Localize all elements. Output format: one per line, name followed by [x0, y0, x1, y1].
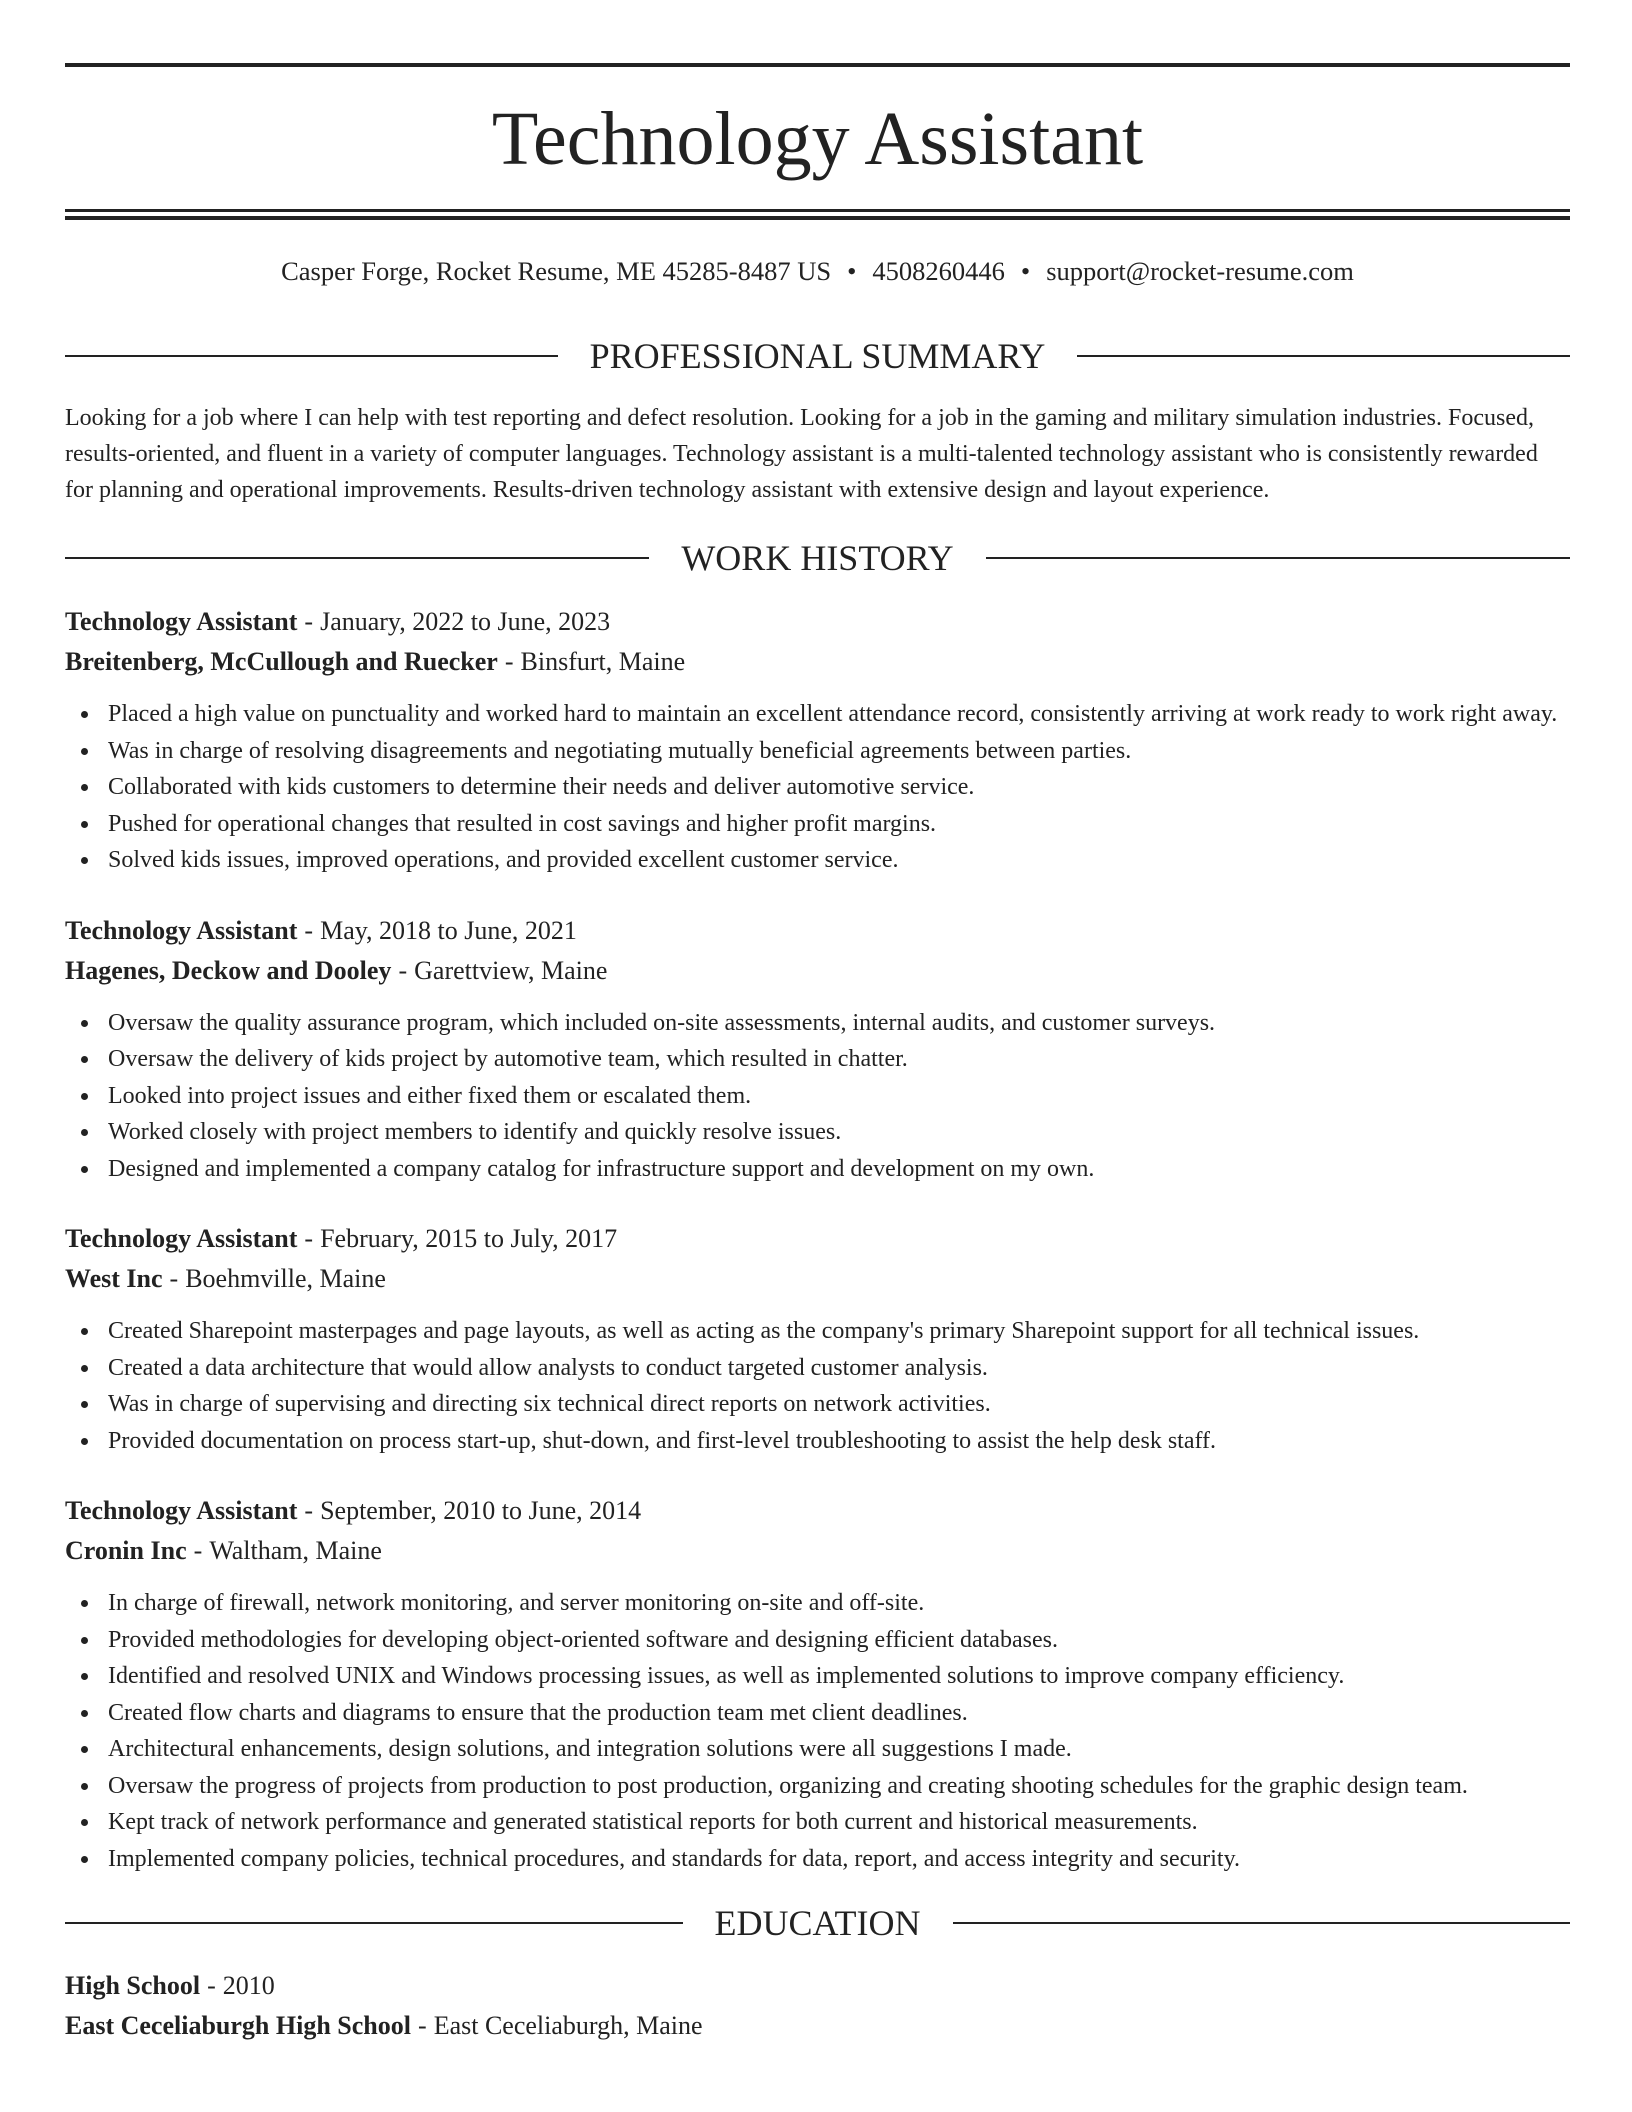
job-duty: Looked into project issues and either fixed them or escalated them.	[108, 1078, 1570, 1115]
contact-email: support@rocket-resume.com	[1046, 256, 1354, 286]
heading-rule-left	[65, 1922, 683, 1924]
job-duty: Created flow charts and diagrams to ensure that the production team met client deadlines.	[108, 1695, 1570, 1732]
job-duty: Created a data architecture that would allow analysts to conduct targeted customer analysis.	[108, 1350, 1570, 1387]
job-duty: Was in charge of resolving disagreements and negotiating mutually beneficial agreements between parties.	[108, 733, 1570, 770]
heading-rule-left	[65, 557, 649, 559]
dash-separator: -	[304, 1496, 314, 1525]
job-company-line	[65, 1531, 1570, 1571]
education-year: 2010	[222, 1971, 275, 2000]
job-duty: Identified and resolved UNIX and Windows processing issues, as well as implemented solutions to improve company efficiency.	[108, 1658, 1570, 1695]
job-duty: Oversaw the progress of projects from production to post production, organizing and creating shooting schedules for the graphic design team.	[108, 1768, 1570, 1805]
dash-separator: -	[304, 915, 314, 945]
job-duties-list	[65, 696, 1570, 879]
job-duty: Provided methodologies for developing object-oriented software and designing efficient databases.	[108, 1622, 1570, 1659]
education-heading-row	[65, 1899, 1570, 1947]
job-title: Technology Assistant	[65, 607, 298, 636]
education-credential-line	[65, 1966, 1570, 2006]
job-location: Waltham, Maine	[209, 1536, 382, 1565]
job-company: West Inc	[65, 1264, 163, 1293]
job-location: Boehmville, Maine	[185, 1264, 386, 1293]
work-heading-row	[65, 534, 1570, 582]
work-heading: WORK HISTORY	[681, 538, 954, 578]
education-heading: EDUCATION	[714, 1903, 921, 1943]
job-dates: September, 2010 to June, 2014	[320, 1496, 642, 1525]
job-duties-list	[65, 1585, 1570, 1877]
job-duty: Oversaw the quality assurance program, which included on-site assessments, internal audits, and customer surveys.	[108, 1005, 1570, 1042]
dash-separator: -	[304, 607, 314, 636]
contact-address: Casper Forge, Rocket Resume, ME 45285-8487 US	[281, 256, 832, 286]
job-title: Technology Assistant	[65, 915, 298, 945]
dash-separator: -	[304, 1224, 314, 1253]
job-company: Breitenberg, McCullough and Ruecker	[65, 647, 498, 676]
job-duty: Created Sharepoint masterpages and page layouts, as well as acting as the company's primary Sharepoint support for all technical issues.	[108, 1313, 1570, 1350]
job-duty: Oversaw the delivery of kids project by automotive team, which resulted in chatter.	[108, 1041, 1570, 1078]
education-school-line	[65, 2006, 1570, 2046]
education-entry	[65, 1966, 1570, 2046]
title-double-rule	[65, 209, 1570, 220]
job-duty: Pushed for operational changes that resulted in cost savings and higher profit margins.	[108, 806, 1570, 843]
job-title: Technology Assistant	[65, 1224, 298, 1253]
job-company: Hagenes, Deckow and Dooley	[65, 955, 392, 985]
job-title-line	[65, 911, 1570, 951]
job-duty: Was in charge of supervising and directing six technical direct reports on network activities.	[108, 1386, 1570, 1423]
job-company: Cronin Inc	[65, 1536, 187, 1565]
summary-heading-row	[65, 332, 1570, 380]
dash-separator: -	[169, 1264, 179, 1293]
job-duty: In charge of firewall, network monitoring, and server monitoring on-site and off-site.	[108, 1585, 1570, 1622]
summary-heading: PROFESSIONAL SUMMARY	[589, 336, 1046, 376]
job-company-line	[65, 1259, 1570, 1299]
job-duty: Kept track of network performance and generated statistical reports for both current and historical measurements.	[108, 1804, 1570, 1841]
job-title: Technology Assistant	[65, 1496, 298, 1525]
education-school: East Ceceliaburgh High School	[65, 2011, 411, 2040]
heading-rule-left	[65, 355, 558, 357]
job-duty: Designed and implemented a company catalog for infrastructure support and development on my own.	[108, 1151, 1570, 1188]
job-duty: Implemented company policies, technical procedures, and standards for data, report, and access integrity and security.	[108, 1841, 1570, 1878]
job-duty: Collaborated with kids customers to determine their needs and deliver automotive service.	[108, 769, 1570, 806]
heading-rule-right	[953, 1922, 1571, 1924]
dash-separator: -	[207, 1971, 216, 2000]
education-location: East Ceceliaburgh, Maine	[433, 2011, 703, 2040]
job-dates: January, 2022 to June, 2023	[320, 607, 611, 636]
job-dates: May, 2018 to June, 2021	[320, 915, 577, 945]
job-duty: Worked closely with project members to identify and quickly resolve issues.	[108, 1114, 1570, 1151]
job-dates: February, 2015 to July, 2017	[320, 1224, 618, 1253]
job-entry	[65, 911, 1570, 1188]
job-entry	[65, 1491, 1570, 1877]
job-duties-list	[65, 1005, 1570, 1188]
job-company-line	[65, 951, 1570, 991]
dash-separator: -	[193, 1536, 203, 1565]
heading-rule-right	[986, 557, 1570, 559]
job-duties-list	[65, 1313, 1570, 1459]
job-company-line	[65, 642, 1570, 682]
job-duty: Provided documentation on process start-up, shut-down, and first-level troubleshooting to assist the help desk staff.	[108, 1423, 1570, 1460]
resume-title: Technology Assistant	[491, 97, 1144, 181]
job-entry	[65, 1219, 1570, 1459]
job-location: Garettview, Maine	[414, 955, 608, 985]
contact-separator: •	[847, 256, 857, 286]
job-entry	[65, 602, 1570, 879]
contact-line	[65, 253, 1570, 289]
job-duty: Solved kids issues, improved operations, and provided excellent customer service.	[108, 842, 1570, 879]
contact-separator: •	[1020, 256, 1031, 286]
contact-phone: 4508260446	[872, 256, 1005, 286]
dash-separator: -	[398, 955, 408, 985]
heading-rule-right	[1077, 355, 1570, 357]
summary-text: Looking for a job where I can help with test reporting and defect resolution. Looking for a job in the gaming and military simulation industries. Focused, results-oriented, and fluent in a variety of computer languages. Technology assistant is a multi-talented technology assistant who is consistently rewarded for planning and operational improvements. Results-driven technology assistant with extensive design and layout experience.	[65, 405, 1538, 503]
job-title-line	[65, 1491, 1570, 1531]
dash-separator: -	[418, 2011, 427, 2040]
education-credential: High School	[65, 1971, 201, 2000]
job-location: Binsfurt, Maine	[520, 647, 686, 676]
job-duty: Architectural enhancements, design solutions, and integration solutions were all suggestions I made.	[108, 1731, 1570, 1768]
dash-separator: -	[504, 647, 514, 676]
job-duty: Placed a high value on punctuality and worked hard to maintain an excellent attendance record, consistently arriving at work ready to work right away.	[108, 696, 1570, 733]
job-title-line	[65, 1219, 1570, 1259]
job-title-line	[65, 602, 1570, 642]
